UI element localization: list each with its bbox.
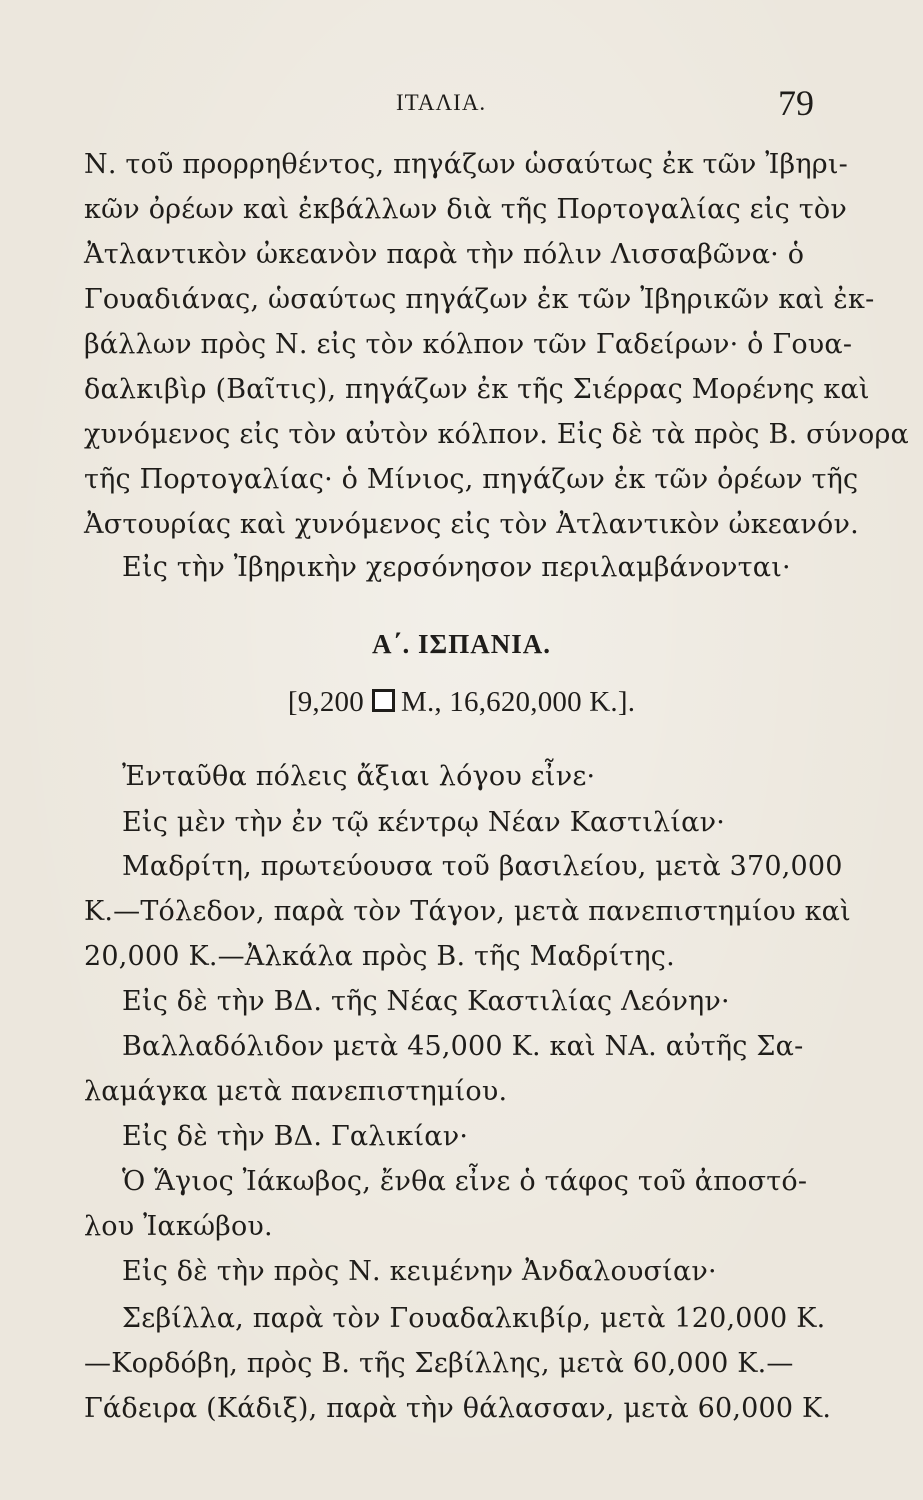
text-line: Ἐνταῦθα πόλεις ἄξιαι λόγου εἶνε·: [122, 761, 596, 792]
text-line: Σεβίλλα, παρὰ τὸν Γουαδαλκιβίρ, μετὰ 120,000 Κ.: [122, 1303, 826, 1334]
text-line: Εἰς τὴν Ἰβηρικὴν χερσόνησον περιλαμβάνονται·: [122, 552, 791, 583]
text-line: Γάδειρα (Κάδιξ), παρὰ τὴν θάλασσαν, μετὰ 60,000 Κ.: [84, 1393, 832, 1424]
text-line: Ν. τοῦ προρρηθέντος, πηγάζων ὡσαύτως ἐκ τῶν Ἰβηρι-: [84, 149, 848, 180]
text-line: Γουαδιάνας, ὡσαύτως πηγάζων ἐκ τῶν Ἰβηρικῶν καὶ ἐκ-: [84, 284, 875, 315]
text-line: —Κορδόβη, πρὸς Β. τῆς Σεβίλλης, μετὰ 60,000 Κ.—: [84, 1348, 794, 1379]
text-line: Εἰς δὲ τὴν ΒΔ. τῆς Νέας Καστιλίας Λεόνην·: [122, 986, 730, 1017]
text-line: λαμάγκα μετὰ πανεπιστημίου.: [84, 1076, 508, 1107]
text-line: Εἰς δὲ τὴν ΒΔ. Γαλικίαν·: [122, 1121, 469, 1152]
text-line: Βαλλαδόλιδον μετὰ 45,000 Κ. καὶ ΝΑ. αὐτῆς Σα-: [122, 1031, 804, 1062]
section-title: Α΄. ΙΣΠΑΝΙΑ.: [372, 629, 551, 659]
text-line: Εἰς δὲ τὴν πρὸς Ν. κειμένην Ἀνδαλουσίαν·: [122, 1256, 717, 1287]
text-line: 20,000 Κ.—Ἀλκάλα πρὸς Β. τῆς Μαδρίτης.: [84, 941, 675, 972]
section-stats: [0, 685, 923, 719]
text-line: κῶν ὀρέων καὶ ἐκβάλλων διὰ τῆς Πορτογαλίας εἰς τὸν: [84, 194, 847, 225]
text-line: λου Ἰακώβου.: [84, 1211, 273, 1242]
stats-area: [9,200: [287, 686, 364, 718]
text-line: Ὁ Ἅγιος Ἰάκωβος, ἔνθα εἶνε ὁ τάφος τοῦ ἀποστό-: [122, 1166, 808, 1197]
text-line: Μαδρίτη, πρωτεύουσα τοῦ βασιλείου, μετὰ 370,000: [122, 851, 843, 882]
text-line: Ἀστουρίας καὶ χυνόμενος εἰς τὸν Ἀτλαντικὸν ὠκεανόν.: [84, 509, 859, 540]
text-line: χυνόμενος εἰς τὸν αὐτὸν κόλπον. Εἰς δὲ τὰ πρὸς Β. σύνορα: [84, 419, 909, 450]
running-head: [0, 82, 923, 122]
text-line: Εἰς μὲν τὴν ἐν τῷ κέντρῳ Νέαν Καστιλίαν·: [122, 807, 725, 838]
running-title: ΙΤΑΛΙΑ.: [396, 90, 487, 115]
text-line: Ἀτλαντικὸν ὠκεανὸν παρὰ τὴν πόλιν Λισσαβῶνα· ὁ: [84, 239, 805, 270]
text-line: Κ.—Τόλεδον, παρὰ τὸν Τάγον, μετὰ πανεπιστημίου καὶ: [84, 896, 851, 927]
square-icon: [372, 689, 395, 712]
text-line: δαλκιβὶρ (Βαῖτις), πηγάζων ἐκ τῆς Σιέρρας Μορένης καὶ: [84, 374, 870, 405]
text-line: βάλλων πρὸς Ν. εἰς τὸν κόλπον τῶν Γαδείρων· ὁ Γουα-: [84, 329, 853, 360]
page-number: 79: [778, 83, 814, 123]
text-line: τῆς Πορτογαλίας· ὁ Μίνιος, πηγάζων ἐκ τῶν ὀρέων τῆς: [84, 464, 859, 495]
stats-rest: Μ., 16,620,000 Κ.].: [400, 686, 636, 718]
